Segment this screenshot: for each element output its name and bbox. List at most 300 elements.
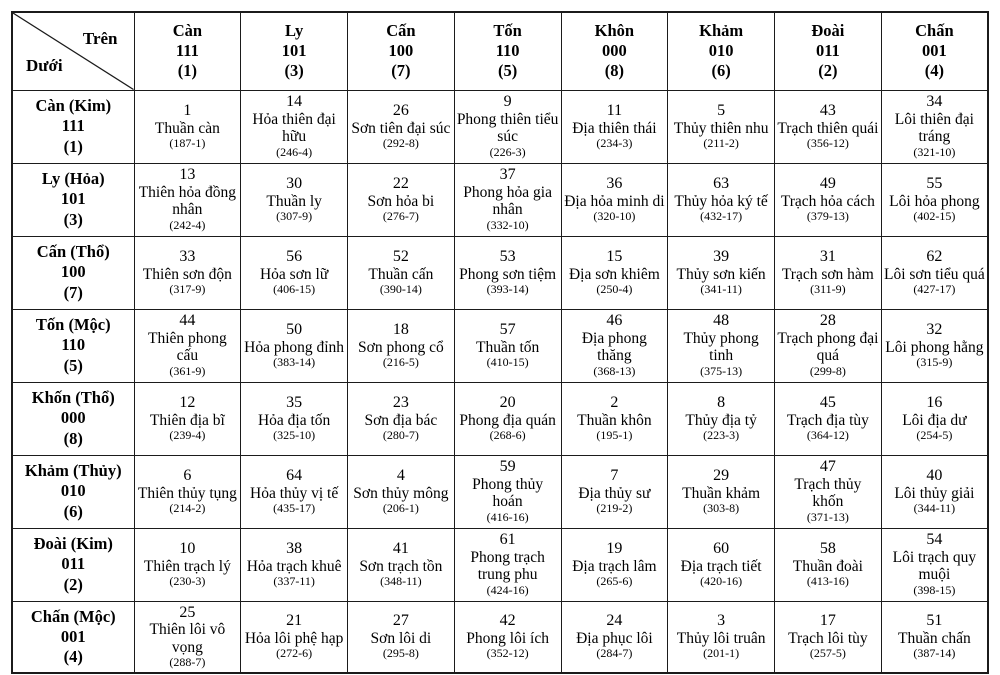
hexagram-cell-content: [241, 392, 347, 445]
hexagram-cell: [668, 90, 775, 163]
row-header-2: [12, 163, 134, 236]
hexagram-name: Thiên hỏa đồng nhân: [138, 184, 237, 219]
hexagram-cell-content: [562, 610, 668, 663]
hexagram-name: Thiên lôi vô vọng: [149, 621, 226, 656]
hexagram-number: 26: [392, 101, 409, 119]
trigram-binary: 011: [61, 554, 86, 574]
hexagram-number: 14: [286, 93, 303, 111]
hexagram-cell-content: [455, 610, 561, 663]
corner-cell: [12, 12, 134, 90]
hexagram-name: Thiên phong cấu: [147, 330, 227, 365]
table-body: [12, 90, 988, 673]
hexagram-cell: [454, 601, 561, 673]
hexagram-cell-content: [348, 246, 454, 299]
trigram-name: Ly: [284, 21, 304, 41]
hexagram-cell-content: [241, 173, 347, 226]
hexagram-name: Lôi hỏa phong: [889, 192, 980, 210]
hexagram-code: (250-4): [596, 282, 633, 297]
hexagram-name: Trạch thiên quái: [777, 119, 879, 137]
hexagram-name: Lôi địa dư: [902, 411, 967, 429]
hexagram-cell-content: [135, 246, 241, 299]
hexagram-cell: [775, 601, 882, 673]
hexagram-number: 19: [606, 539, 623, 557]
hexagram-cell-content: [455, 91, 561, 162]
trigram-binary: 100: [60, 262, 86, 282]
hexagram-number: 1: [183, 101, 192, 119]
hexagram-name: Lôi thủy giải: [894, 484, 975, 502]
hexagram-name: Lôi phong hằng: [885, 338, 984, 356]
hexagram-name: Hỏa lôi phệ hạp: [244, 630, 344, 648]
hexagram-name: Lôi thiên đại tráng: [894, 111, 974, 146]
hexagram-name: Sơn hỏa bi: [367, 192, 435, 210]
trigram-order: (2): [818, 61, 838, 81]
hexagram-name: Thủy hỏa ký tế: [674, 192, 768, 210]
hexagram-number: 25: [179, 603, 196, 621]
hexagram-cell: [348, 236, 455, 309]
hexagram-cell: [241, 528, 348, 601]
hexagram-cell: [348, 528, 455, 601]
hexagram-code: (375-13): [700, 363, 743, 378]
hexagram-cell: [561, 528, 668, 601]
hexagram-name: Địa phục lôi: [576, 630, 653, 648]
hexagram-code: (393-14): [486, 282, 529, 297]
trigram-order: (8): [63, 428, 83, 448]
hexagram-cell: [668, 163, 775, 236]
hexagram-cell-content: [668, 465, 774, 518]
hexagram-number: 47: [819, 458, 836, 476]
hexagram-name: Sơn phong cổ: [358, 338, 444, 356]
hexagram-code: (299-8): [809, 363, 846, 378]
corner-top-label: Trên: [82, 29, 118, 48]
hexagram-name: Phong địa quán: [459, 411, 556, 429]
hexagram-cell: [881, 528, 988, 601]
hexagram-cell: [454, 236, 561, 309]
table-row: [12, 163, 988, 236]
hexagram-name: Hỏa thiên đại hữu: [252, 111, 336, 146]
hexagram-name: Trạch thủy khốn: [794, 476, 862, 511]
hexagram-name: Hỏa thủy vị tế: [250, 484, 339, 502]
trigram-order: (6): [711, 61, 731, 81]
hexagram-name: Thuần khảm: [682, 484, 761, 502]
hexagram-cell: [241, 382, 348, 455]
hexagram-cell-content: [668, 392, 774, 445]
hexagram-code: (432-17): [700, 209, 743, 224]
trigram-order: (3): [284, 61, 304, 81]
hexagram-code: (276-7): [382, 209, 419, 224]
trigram-order: (8): [604, 61, 624, 81]
hexagram-number: 54: [926, 531, 943, 549]
hexagram-code: (216-5): [382, 355, 419, 370]
hexagram-code: (420-16): [700, 574, 743, 589]
hexagram-name: Địa thủy sư: [578, 484, 651, 502]
hexagram-code: (303-8): [703, 501, 740, 516]
hexagram-number: 39: [713, 247, 730, 265]
hexagram-cell: [775, 236, 882, 309]
hexagram-cell: [134, 163, 241, 236]
hexagram-code: (413-16): [806, 574, 849, 589]
hexagram-number: 44: [179, 312, 196, 330]
hexagram-cell-content: [882, 529, 987, 600]
trigram-name: Tốn: [493, 21, 522, 41]
hexagram-code: (195-1): [596, 428, 633, 443]
hexagram-cell-content: [348, 392, 454, 445]
hexagram-name: Thuần đoài: [792, 557, 863, 575]
hexagram-name: Thuần khôn: [577, 411, 652, 429]
table-row: [12, 455, 988, 528]
hexagram-name: Địa phong thăng: [581, 330, 647, 365]
hexagram-cell: [668, 309, 775, 382]
hexagram-code: (321-10): [913, 144, 956, 159]
trigram-order: (1): [177, 61, 197, 81]
hexagram-cell: [881, 236, 988, 309]
hexagram-cell: [668, 382, 775, 455]
hexagram-number: 18: [392, 320, 409, 338]
hexagram-number: 41: [392, 539, 409, 557]
hexagram-cell-content: [882, 173, 987, 226]
hexagram-cell-content: [775, 456, 881, 527]
hexagram-code: (284-7): [596, 646, 633, 661]
hexagram-cell-content: [348, 610, 454, 663]
hexagram-name: Hỏa sơn lữ: [259, 265, 329, 283]
trigram-order: (3): [63, 209, 83, 229]
hexagram-name: Sơn địa bác: [364, 411, 438, 429]
hexagram-number: 3: [717, 612, 726, 630]
trigram-binary: 111: [175, 41, 199, 61]
hexagram-cell-content: [668, 610, 774, 663]
hexagram-cell-content: [562, 392, 668, 445]
hexagram-name: Phong sơn tiệm: [459, 265, 557, 283]
hexagram-cell-content: [775, 246, 881, 299]
hexagram-number: 48: [713, 312, 730, 330]
trigram-order: (2): [63, 574, 83, 594]
hexagram-code: (239-4): [169, 428, 206, 443]
hexagram-cell: [881, 601, 988, 673]
hexagram-cell-content: [135, 602, 241, 673]
trigram-name: Cấn (Thổ): [36, 242, 110, 262]
hexagram-cell: [561, 90, 668, 163]
hexagram-name: Thuần tốn: [475, 338, 540, 356]
hexagram-cell: [561, 163, 668, 236]
hexagram-cell: [134, 90, 241, 163]
hexagram-cell: [454, 90, 561, 163]
hexagram-number: 31: [819, 247, 836, 265]
hexagram-name: Thiên thủy tụng: [137, 484, 237, 502]
trigram-name: Chấn: [915, 21, 954, 41]
hexagram-number: 29: [713, 466, 730, 484]
column-header-4: [454, 12, 561, 90]
trigram-name: Đoài (Kim): [33, 534, 113, 554]
hexagram-cell-content: [135, 164, 241, 235]
hexagram-number: 64: [286, 466, 303, 484]
table-row: [12, 309, 988, 382]
hexagram-code: (364-12): [806, 428, 849, 443]
hexagram-cell-content: [668, 173, 774, 226]
table-row: [12, 236, 988, 309]
hexagram-code: (410-15): [486, 355, 529, 370]
hexagram-cell-content: [348, 465, 454, 518]
hexagram-code: (379-13): [806, 209, 849, 224]
hexagram-name: Địa hỏa minh di: [564, 192, 665, 210]
hexagram-name: Trạch sơn hàm: [781, 265, 874, 283]
hexagram-name: Sơn thủy mông: [353, 484, 449, 502]
hexagram-cell-content: [455, 529, 561, 600]
hexagram-code: (242-4): [169, 217, 206, 232]
hexagram-cell-content: [348, 538, 454, 591]
hexagram-cell-content: [348, 173, 454, 226]
hexagram-name: Thuần cấn: [368, 265, 434, 283]
hexagram-cell-content: [882, 465, 987, 518]
column-header-5: [561, 12, 668, 90]
hexagram-name: Lôi sơn tiểu quá: [884, 265, 985, 283]
hexagram-number: 43: [819, 101, 836, 119]
hexagram-cell-content: [775, 173, 881, 226]
hexagram-cell-content: [455, 164, 561, 235]
hexagram-cell: [775, 528, 882, 601]
hexagram-code: (383-14): [273, 355, 316, 370]
hexagram-cell: [134, 528, 241, 601]
hexagram-cell: [668, 236, 775, 309]
hexagram-cell: [241, 455, 348, 528]
hexagram-code: (234-3): [596, 136, 633, 151]
hexagram-cell: [348, 309, 455, 382]
hexagram-cell: [241, 90, 348, 163]
trigram-order: (5): [63, 355, 83, 375]
table-row: [12, 382, 988, 455]
hexagram-code: (387-14): [913, 646, 956, 661]
hexagram-number: 10: [179, 539, 196, 557]
hexagram-name: Phong lôi ích: [466, 630, 549, 648]
hexagram-number: 21: [286, 612, 303, 630]
hexagram-code: (187-1): [169, 136, 206, 151]
row-header-5: [12, 382, 134, 455]
hexagram-cell: [561, 309, 668, 382]
hexagram-number: 62: [926, 247, 943, 265]
hexagram-number: 2: [610, 393, 619, 411]
hexagram-cell-content: [562, 310, 668, 381]
hexagram-number: 5: [717, 101, 726, 119]
hexagram-cell-content: [882, 91, 987, 162]
hexagram-number: 60: [713, 539, 730, 557]
hexagram-cell-content: [775, 610, 881, 663]
hexagram-number: 40: [926, 466, 943, 484]
hexagram-number: 20: [499, 393, 516, 411]
row-header-8: [12, 601, 134, 673]
hexagram-name: Sơn trạch tồn: [359, 557, 443, 575]
hexagram-cell-content: [775, 538, 881, 591]
trigram-order: (7): [391, 61, 411, 81]
hexagram-number: 4: [396, 466, 405, 484]
hexagram-cell: [241, 163, 348, 236]
hexagram-code: (211-2): [703, 136, 739, 151]
hexagram-code: (325-10): [273, 428, 316, 443]
hexagram-code: (416-16): [486, 509, 529, 524]
hexagram-cell-content: [241, 538, 347, 591]
hexagram-code: (311-9): [810, 282, 846, 297]
hexagram-code: (226-3): [489, 144, 526, 159]
hexagram-number: 34: [926, 93, 943, 111]
hexagram-number: 35: [286, 393, 303, 411]
hexagram-name: Thuần chấn: [898, 630, 971, 648]
hexagram-code: (223-3): [703, 428, 740, 443]
hexagram-code: (268-6): [489, 428, 526, 443]
trigram-order: (4): [63, 646, 83, 666]
hexagram-code: (341-11): [700, 282, 742, 297]
hexagram-number: 38: [286, 539, 303, 557]
hexagram-code: (406-15): [273, 282, 316, 297]
hexagram-cell-content: [455, 319, 561, 372]
hexagram-number: 55: [926, 174, 943, 192]
hexagram-name: Hỏa phong đỉnh: [244, 338, 345, 356]
hexagram-number: 12: [179, 393, 196, 411]
hexagram-name: Phong thiên tiểu súc: [456, 111, 559, 146]
hexagram-name: Địa sơn khiêm: [568, 265, 660, 283]
row-header-3: [12, 236, 134, 309]
hexagram-cell-content: [775, 100, 881, 153]
hexagram-code: (435-17): [273, 501, 316, 516]
hexagram-cell: [881, 163, 988, 236]
hexagram-cell: [348, 601, 455, 673]
table-row: [12, 601, 988, 673]
hexagram-number: 46: [606, 312, 623, 330]
hexagram-number: 52: [392, 247, 409, 265]
hexagram-number: 53: [499, 247, 516, 265]
hexagram-cell: [134, 309, 241, 382]
hexagram-number: 15: [606, 247, 623, 265]
hexagram-name: Phong trạch trung phu: [470, 549, 545, 584]
trigram-name: Càn (Kim): [35, 96, 112, 116]
hexagram-number: 22: [392, 174, 409, 192]
hexagram-code: (214-2): [169, 501, 206, 516]
hexagram-number: 42: [499, 612, 516, 630]
hexagram-cell: [668, 455, 775, 528]
hexagram-name: Phong hỏa gia nhân: [463, 184, 552, 219]
hexagram-cell: [775, 382, 882, 455]
hexagram-cell: [775, 455, 882, 528]
hexagram-number: 28: [819, 312, 836, 330]
column-header-7: [775, 12, 882, 90]
hexagram-code: (295-8): [382, 646, 419, 661]
hexagram-cell: [348, 90, 455, 163]
hexagram-name: Thiên trạch lý: [143, 557, 231, 575]
hexagram-code: (398-15): [913, 582, 956, 597]
hexagram-cell: [775, 163, 882, 236]
trigram-binary: 101: [281, 41, 307, 61]
hexagram-name: Trạch hỏa cách: [780, 192, 875, 210]
hexagram-cell: [881, 90, 988, 163]
hexagram-cell: [775, 90, 882, 163]
column-header-6: [668, 12, 775, 90]
hexagram-cell: [348, 163, 455, 236]
hexagram-cell: [134, 236, 241, 309]
hexagram-number: 50: [286, 320, 303, 338]
hexagram-name: Thuần ly: [266, 192, 322, 210]
column-header-2: [241, 12, 348, 90]
hexagram-code: (344-11): [913, 501, 956, 516]
hexagram-name: Địa thiên thái: [572, 119, 657, 137]
hexagram-name: Thủy sơn kiến: [676, 265, 766, 283]
hexagram-cell-content: [882, 319, 987, 372]
hexagram-cell: [775, 309, 882, 382]
hexagram-cell-content: [562, 100, 668, 153]
row-header-7: [12, 528, 134, 601]
hexagram-cell-content: [668, 100, 774, 153]
corner-bottom-label: Dưới: [26, 55, 63, 75]
trigram-order: (6): [63, 501, 83, 521]
trigram-binary: 000: [602, 41, 627, 61]
hexagram-cell-content: [135, 538, 241, 591]
hexagram-code: (280-7): [382, 428, 419, 443]
trigram-name: Khảm: [699, 21, 744, 41]
trigram-order: (4): [924, 61, 944, 81]
hexagram-cell: [241, 601, 348, 673]
hexagram-cell-content: [135, 465, 241, 518]
hexagram-cell: [561, 601, 668, 673]
hexagram-name: Trạch lôi tùy: [788, 630, 868, 648]
hexagram-code: (361-9): [169, 363, 206, 378]
hexagram-name: Thủy phong tinh: [683, 330, 759, 365]
trigram-binary: 000: [60, 408, 86, 428]
hexagram-code: (254-5): [916, 428, 953, 443]
hexagram-code: (352-12): [486, 646, 529, 661]
hexagram-cell: [454, 528, 561, 601]
hexagram-number: 7: [610, 466, 619, 484]
table-row: [12, 528, 988, 601]
hexagram-name: Sơn tiên đại súc: [351, 119, 451, 137]
hexagram-cell-content: [562, 173, 668, 226]
hexagram-cell: [454, 382, 561, 455]
column-header-8: [881, 12, 988, 90]
hexagram-code: (390-14): [379, 282, 422, 297]
trigram-name: Đoài: [811, 21, 845, 41]
hexagram-cell-content: [241, 319, 347, 372]
hexagram-cell-content: [668, 246, 774, 299]
hexagram-code: (219-2): [596, 501, 633, 516]
hexagram-cell-content: [882, 246, 987, 299]
hexagram-cell-content: [775, 392, 881, 445]
trigram-name: Cấn: [386, 21, 416, 41]
hexagram-number: 30: [286, 174, 303, 192]
header-row: [12, 12, 988, 90]
hexagram-number: 45: [819, 393, 836, 411]
trigram-order: (5): [498, 61, 518, 81]
trigram-name: Chấn (Mộc): [30, 606, 116, 626]
hexagram-number: 33: [179, 247, 196, 265]
hexagram-cell-content: [135, 100, 241, 153]
hexagram-code: (265-6): [596, 574, 633, 589]
hexagram-number: 27: [392, 612, 409, 630]
trigram-binary: 011: [815, 41, 840, 61]
trigram-name: Ly (Hỏa): [41, 169, 105, 189]
trigram-binary: 001: [922, 41, 947, 61]
hexagram-cell-content: [882, 610, 987, 663]
hexagram-name: Thiên sơn độn: [142, 265, 232, 283]
hexagram-cell: [348, 382, 455, 455]
hexagram-cell-content: [562, 538, 668, 591]
hexagram-cell: [881, 382, 988, 455]
hexagram-cell-content: [775, 310, 881, 381]
hexagram-cell: [454, 163, 561, 236]
hexagram-number: 17: [819, 612, 836, 630]
hexagram-cell: [454, 455, 561, 528]
trigram-binary: 010: [60, 481, 86, 501]
hexagram-cell: [668, 528, 775, 601]
hexagram-code: (320-10): [593, 209, 636, 224]
hexagram-number: 58: [819, 539, 836, 557]
hexagram-number: 49: [819, 174, 836, 192]
hexagram-cell-content: [455, 392, 561, 445]
hexagram-number: 8: [717, 393, 726, 411]
hexagram-cell: [348, 455, 455, 528]
